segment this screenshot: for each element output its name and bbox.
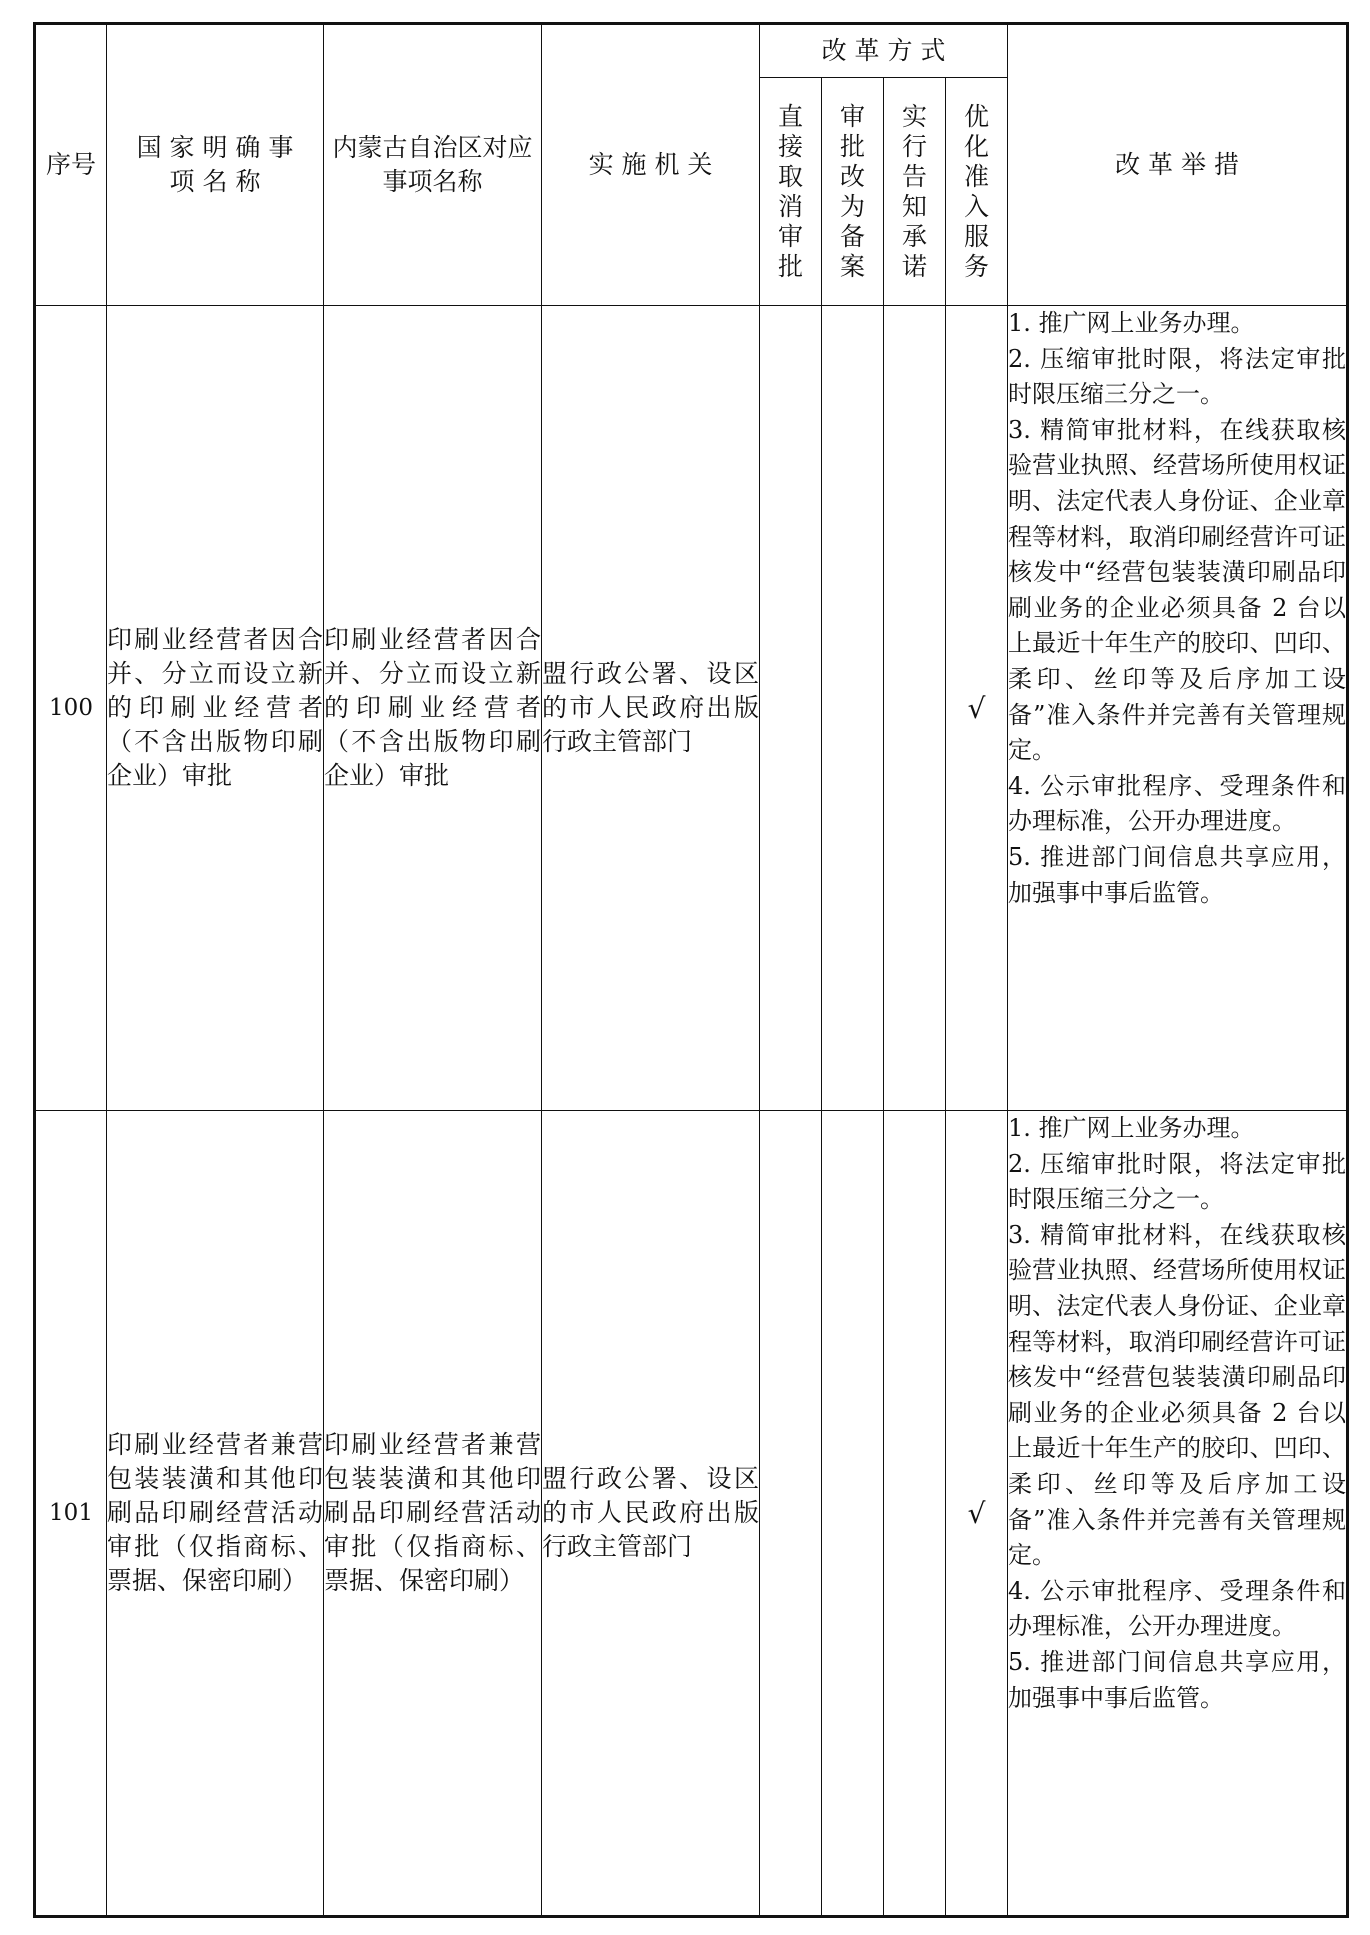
row-agency: 盟行政公署、设区的市人民政府出版行政主管部门 bbox=[542, 306, 760, 1111]
row-mode-optimize: √ bbox=[946, 306, 1008, 1111]
header-agency: 实 施 机 关 bbox=[542, 24, 760, 306]
header-measures: 改 革 举 措 bbox=[1008, 24, 1348, 306]
header-mode-cancel-text: 直接取消审批 bbox=[777, 101, 803, 281]
header-mode-filing-text: 审批改为备案 bbox=[839, 101, 865, 281]
header-mode-notify-text: 实行告知承诺 bbox=[901, 101, 927, 281]
table-row bbox=[35, 306, 1348, 1111]
header-seq: 序号 bbox=[35, 24, 107, 306]
row-national-name: 印刷业经营者兼营包装装潢和其他印刷品印刷经营活动审批（仅指商标、票据、保密印刷） bbox=[107, 1111, 324, 1917]
row-agency: 盟行政公署、设区的市人民政府出版行政主管部门 bbox=[542, 1111, 760, 1917]
table-row bbox=[35, 1111, 1348, 1917]
header-mode-filing bbox=[822, 78, 884, 306]
measure-item: 3. 精简审批材料，在线获取核验营业执照、经营场所使用权证明、法定代表人身份证、企业章程等材料，取消印刷经营许可证核发中“经营包装装潢印刷品印刷业务的企业必须具备 2 台以上最近十年生产的胶印、凹印、柔印、丝印等及后序加工设备”准入条件并完善有关管理规定。 bbox=[1008, 415, 1347, 765]
row-mode-cancel bbox=[760, 1111, 822, 1917]
header-mode-cancel bbox=[760, 78, 822, 306]
measure-item: 5. 推进部门间信息共享应用，加强事中事后监管。 bbox=[1008, 842, 1347, 907]
header-region-name: 内蒙古自治区对应事项名称 bbox=[324, 24, 542, 306]
measure-item: 1. 推广网上业务办理。 bbox=[1008, 1114, 1255, 1142]
header-national-name: 国 家 明 确 事 项 名 称 bbox=[107, 24, 324, 306]
reform-table bbox=[33, 22, 1349, 1918]
row-mode-optimize: √ bbox=[946, 1111, 1008, 1917]
row-seq: 100 bbox=[35, 306, 107, 1111]
header-row-top bbox=[35, 24, 1348, 78]
row-region-name: 印刷业经营者因合并、分立而设立新的印刷业经营者（不含出版物印刷企业）审批 bbox=[324, 306, 542, 1111]
measure-item: 1. 推广网上业务办理。 bbox=[1008, 309, 1255, 337]
measure-item: 4. 公示审批程序、受理条件和办理标准，公开办理进度。 bbox=[1008, 1576, 1347, 1641]
measure-item: 5. 推进部门间信息共享应用，加强事中事后监管。 bbox=[1008, 1647, 1347, 1712]
row-mode-filing bbox=[822, 306, 884, 1111]
row-mode-notify bbox=[884, 306, 946, 1111]
row-mode-filing bbox=[822, 1111, 884, 1917]
row-measures bbox=[1008, 1111, 1348, 1917]
row-national-name: 印刷业经营者因合并、分立而设立新的印刷业经营者（不含出版物印刷企业）审批 bbox=[107, 306, 324, 1111]
header-mode-optimize bbox=[946, 78, 1008, 306]
measure-item: 4. 公示审批程序、受理条件和办理标准，公开办理进度。 bbox=[1008, 771, 1347, 836]
row-measures bbox=[1008, 306, 1348, 1111]
header-reform-mode: 改 革 方 式 bbox=[760, 24, 1008, 78]
measure-item: 2. 压缩审批时限，将法定审批时限压缩三分之一。 bbox=[1008, 344, 1347, 409]
measure-item: 2. 压缩审批时限，将法定审批时限压缩三分之一。 bbox=[1008, 1149, 1347, 1214]
header-mode-optimize-text: 优化准入服务 bbox=[964, 101, 990, 281]
row-mode-cancel bbox=[760, 306, 822, 1111]
row-seq: 101 bbox=[35, 1111, 107, 1917]
measure-item: 3. 精简审批材料，在线获取核验营业执照、经营场所使用权证明、法定代表人身份证、企业章程等材料，取消印刷经营许可证核发中“经营包装装潢印刷品印刷业务的企业必须具备 2 台以上最近十年生产的胶印、凹印、柔印、丝印等及后序加工设备”准入条件并完善有关管理规定。 bbox=[1008, 1220, 1347, 1570]
row-mode-notify bbox=[884, 1111, 946, 1917]
header-mode-notify bbox=[884, 78, 946, 306]
row-region-name: 印刷业经营者兼营包装装潢和其他印刷品印刷经营活动审批（仅指商标、票据、保密印刷） bbox=[324, 1111, 542, 1917]
